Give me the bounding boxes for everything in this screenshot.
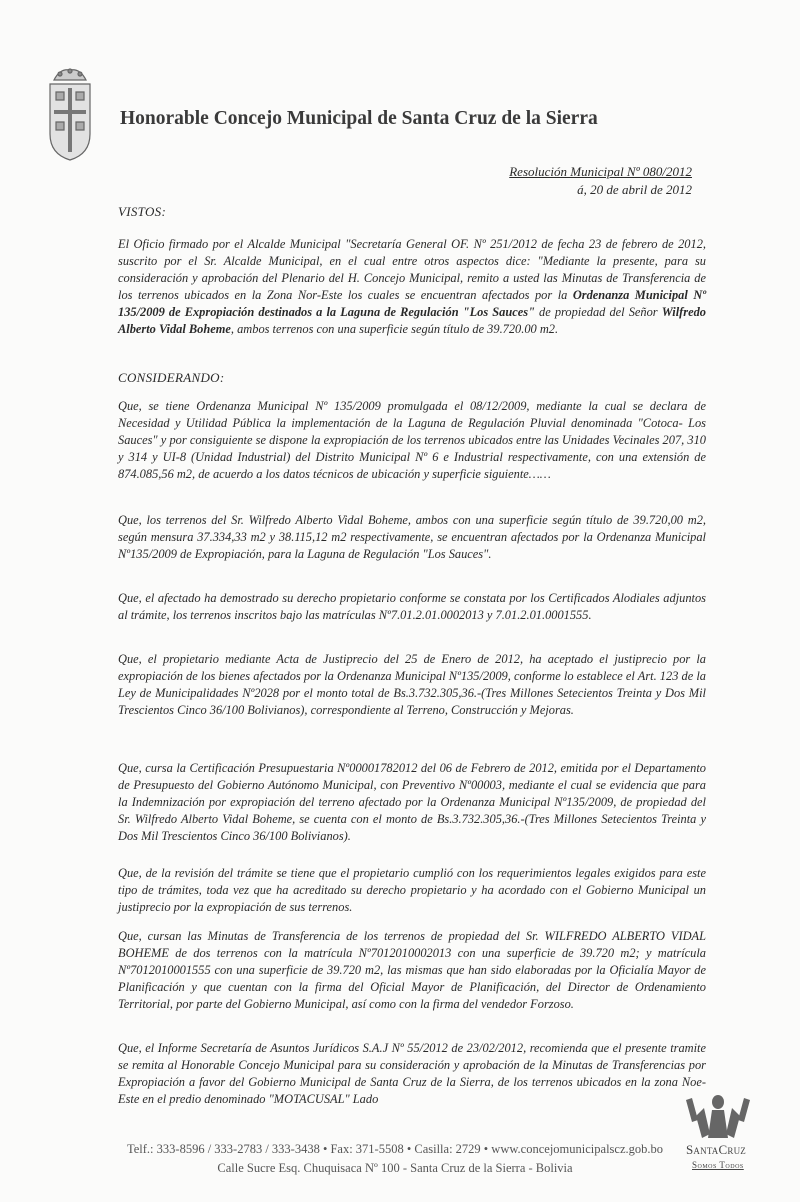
vistos-paragraph: El Oficio firmado por el Alcalde Municipal "Secretaría General OF. Nº 251/2012 de fecha 23 de febrero de 2012, suscrito por el Sr. Alcalde Municipal, en el cual entre otros aspectos dice: "Mediante la presente, para su consideración y aprobación del Plenario del H. Concejo Municipal, remito a usted las Minutas de Transferencia de los terrenos ubicados en la Zona Nor-Este los cuales se encuentran afectados por la Ordenanza Municipal Nº 135/2009 de Expropiación destinados a la Laguna de Regulación "Los Sauces" de propiedad del Señor Wilfredo Alberto Vidal Boheme, ambos terrenos con una superficie según título de 39.720.00 m2. (118, 237, 706, 336)
resolution-date: á, 20 de abril de 2012 (577, 182, 692, 197)
considerando-paragraph-8: Que, el Informe Secretaría de Asuntos Jurídicos S.A.J Nº 55/2012 de 23/02/2012, recomienda que el presente tramite se remita al Honorable Concejo Municipal para su consideración y aprobación de la Minutas de Transferencias por Expropiación a favor del Gobierno Municipal de Santa Cruz de la Sierra, de los terrenos ubicados en la zona Noe-Este en el predio denominado "MOTACUSAL" Lado (118, 1041, 706, 1106)
considerando-heading: CONSIDERANDO: (118, 370, 225, 385)
footer-contact: Telf.: 333-8596 / 333-2783 / 333-3438 • Fax: 371-5508 • Casilla: 2729 • www.concejomunicipalscz.gob.bo (126, 1142, 664, 1156)
ordinance-reference: Ordenanza Municipal Nº 135/2009 de Expropiación destinados a la Laguna de Regulación "Los Sauces" (118, 288, 706, 319)
logo-brand: SantaCruz (686, 1142, 746, 1157)
considerando-paragraph-2: Que, los terrenos del Sr. Wilfredo Alberto Vidal Boheme, ambos con una superficie según título de 39.720,00 m2, según mensura 37.334,33 m2 y 38.115,12 m2 respectivamente, se encuentran afectados por la Ordenanza Municipal Nº135/2009 de Expropiación, para la Laguna de Regulación "Los Sauces". (118, 513, 706, 561)
organization-title: Honorable Concejo Municipal de Santa Cruz de la Sierra (120, 108, 598, 129)
considerando-paragraph-1: Que, se tiene Ordenanza Municipal Nº 135/2009 promulgada el 08/12/2009, mediante la cual se declara de Necesidad y Utilidad Pública la implementación de la Laguna de Regulación Pluvial denominada "Cotoca- Los Sauces" y por consiguiente se dispone la expropiación de los terrenos ubicados entre las Unidades Vecinales 207, 310 y 314 y UI-8 (Unidad Industrial) del Distrito Municipal Nº 6 e Industrial respectivamente, con una extensión de 874.085,56 m2, de acuerdo a los datos técnicos de ubicación y superficie siguiente…… (118, 399, 706, 481)
coat-of-arms-icon (46, 62, 94, 162)
footer-address: Calle Sucre Esq. Chuquisaca Nº 100 - Santa Cruz de la Sierra - Bolivia (217, 1161, 573, 1175)
considerando-paragraph-3: Que, el afectado ha demostrado su derecho propietario conforme se constata por los Certificados Alodiales adjuntos al trámite, los terrenos inscritos bajo las matrículas Nº7.01.2.01.0002013 y 7.01.2.01.0001555. (118, 591, 706, 622)
logo-tagline: Somos Todos (692, 1160, 744, 1170)
considerando-paragraph-4: Que, el propietario mediante Acta de Justiprecio del 25 de Enero de 2012, ha aceptado el justiprecio por la expropiación de los bienes afectados por la Ordenanza Municipal Nº135/2009, conforme lo establece el Art. 123 de la Ley de Municipalidades Nº2028 por el monto total de Bs.3.732.305,36.-(Tres Millones Setecientos Treinta y Dos Mil Trescientos Cinco 36/100 Bolivianos), correspondiente al Terreno, Construcción y Mejoras. (118, 652, 706, 717)
considerando-paragraph-5: Que, cursa la Certificación Presupuestaria Nº00001782012 del 06 de Febrero de 2012, emitida por el Departamento de Presupuesto del Gobierno Autónomo Municipal, con Preventivo Nº00003, mediante el cual se evidencia que para la Indemnización por expropiación del terreno afectado por la Ordenanza Municipal Nº135/2009, de propiedad del Sr. Wilfredo Alberto Vidal Boheme, se cuenta con el monto de Bs.3.732.305,36.-(Tres Millones Setecientos Treinta y Dos Mil Trescientos Cinco 36/100 Bolivianos). (118, 761, 706, 843)
vistos-heading: VISTOS: (118, 204, 167, 219)
considerando-paragraph-6: Que, de la revisión del trámite se tiene que el propietario cumplió con los requerimientos legales exigidos para este tipo de trámites, toda vez que ha acreditado su derecho propietario y ha acordado con el Gobierno Municipal un justiprecio por la expropiación de sus terrenos. (118, 866, 706, 914)
considerando-paragraph-7: Que, cursan las Minutas de Transferencia de los terrenos de propiedad del Sr. WILFREDO ALBERTO VIDAL BOHEME de dos terrenos con la matrícula Nº7012010002013 con una superficie de 39.720 m2; y matrícula Nº7012010001555 con una superficie de 39.720 m2, las mismas que han sido elaboradas por la Oficialía Mayor de Planificación y que cuentan con la firma del Oficial Mayor de Planificación, del Director de Ordenamiento Territorial, por parte del Gobierno Municipal, así como con la firma del vendedor Forzoso. (118, 929, 706, 1011)
owner-name: Wilfredo Alberto Vidal Boheme (118, 305, 706, 336)
resolution-title: Resolución Municipal Nº 080/2012 (509, 164, 692, 179)
